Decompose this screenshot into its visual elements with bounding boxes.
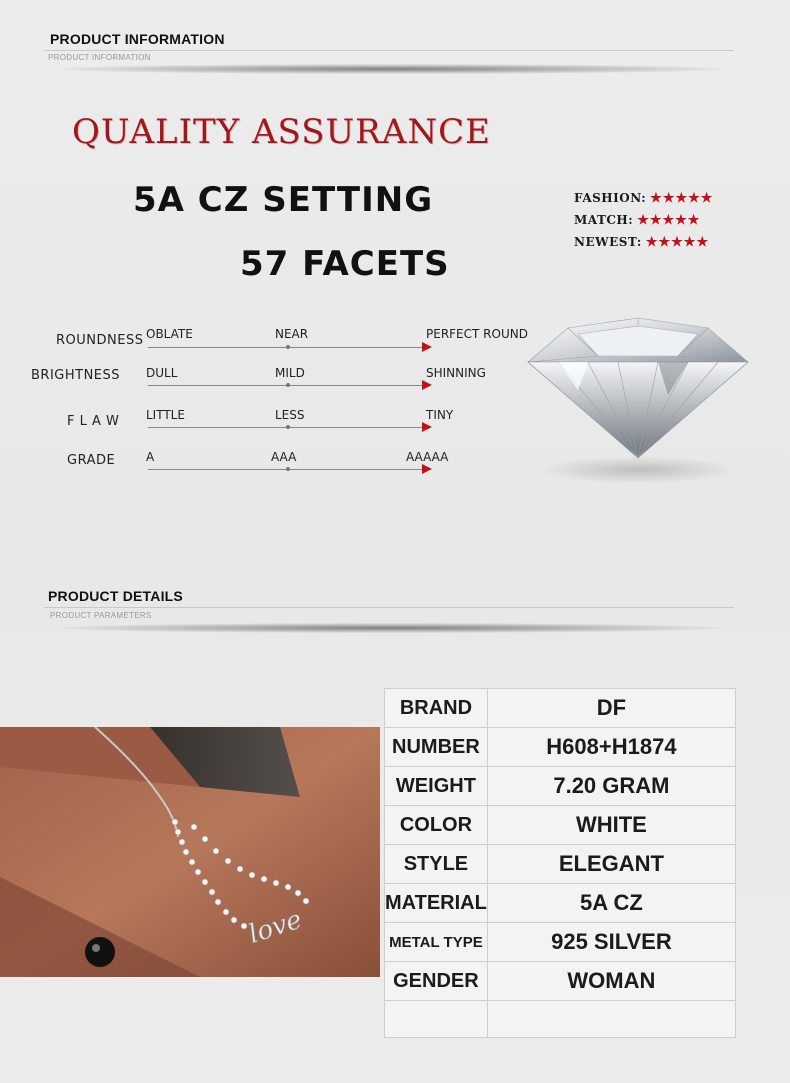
spec-value: ELEGANT [487, 845, 735, 884]
table-row [385, 962, 736, 1001]
red-arrow-icon [422, 422, 432, 432]
spec-value: H608+H1874 [487, 728, 735, 767]
scale-label-grade: GRADE [67, 453, 116, 468]
spec-key: COLOR [385, 806, 488, 845]
rating-label: FASHION: [574, 191, 647, 205]
scale-mid: NEAR [275, 327, 309, 341]
spec-value: 925 SILVER [487, 923, 735, 962]
rating-label: MATCH: [574, 213, 634, 227]
scale-low: LITTLE [146, 408, 185, 422]
spec-table [384, 688, 736, 1038]
scale-label-brightness: BRIGHTNESS [31, 368, 121, 383]
table-row [385, 884, 736, 923]
scale-high: AAAAA [406, 450, 449, 464]
scale-midpoint [286, 467, 290, 471]
star-rating-icon: ★★★★★ [650, 191, 714, 206]
red-arrow-icon [422, 342, 432, 352]
section-subtitle: PRODUCT PARAMETERS [50, 611, 152, 620]
spec-key: WEIGHT [385, 767, 488, 806]
facets-heading: 57 FACETS [240, 244, 450, 284]
shadow-divider [60, 64, 720, 74]
spec-key: METAL TYPE [385, 923, 488, 962]
scale-low: A [146, 450, 155, 464]
table-row [385, 806, 736, 845]
scale-midpoint [286, 345, 290, 349]
spec-key: MATERIAL [385, 884, 488, 923]
table-row-empty [385, 1001, 736, 1038]
spec-value: 5A CZ [487, 884, 735, 923]
table-row [385, 728, 736, 767]
spec-value: WOMAN [487, 962, 735, 1001]
spec-value: DF [487, 689, 735, 728]
scale-label-roundness: ROUNDNESS [56, 333, 144, 348]
spec-value: 7.20 GRAM [487, 767, 735, 806]
scale-midpoint [286, 383, 290, 387]
scale-high: SHINNING [426, 366, 486, 380]
table-row [385, 767, 736, 806]
rating-fashion [574, 191, 713, 206]
table-row [385, 689, 736, 728]
scale-mid: AAA [271, 450, 297, 464]
product-photo [0, 727, 380, 977]
rating-match [574, 213, 700, 228]
divider [44, 50, 734, 51]
diamond-image [518, 300, 758, 490]
table-row [385, 845, 736, 884]
red-arrow-icon [422, 464, 432, 474]
shadow-divider [60, 623, 720, 633]
scale-high: TINY [426, 408, 454, 422]
rating-newest [574, 235, 709, 250]
section-title-product-information: PRODUCT INFORMATION [50, 31, 225, 47]
cz-setting-heading: 5A CZ SETTING [133, 180, 434, 220]
scale-low: DULL [146, 366, 178, 380]
section-subtitle: PRODUCT INFORMATION [48, 53, 151, 62]
rating-label: NEWEST: [574, 235, 642, 249]
scale-midpoint [286, 425, 290, 429]
scale-high: PERFECT ROUND [426, 327, 528, 341]
spec-key: NUMBER [385, 728, 488, 767]
scale-mid: MILD [275, 366, 305, 380]
divider [44, 607, 734, 608]
star-rating-icon: ★★★★★ [645, 235, 710, 250]
spec-value: WHITE [487, 806, 735, 845]
table-row [385, 923, 736, 962]
star-rating-icon: ★★★★★ [637, 213, 701, 228]
spec-key-empty [385, 1001, 488, 1038]
scale-label-flaw: F L A W [67, 414, 120, 429]
spec-key: STYLE [385, 845, 488, 884]
spec-value-empty [487, 1001, 735, 1038]
scale-mid: LESS [275, 408, 305, 422]
quality-assurance-title: QUALITY ASSURANCE [72, 112, 491, 152]
red-arrow-icon [422, 380, 432, 390]
section-title-product-details: PRODUCT DETAILS [48, 588, 183, 604]
spec-key: BRAND [385, 689, 488, 728]
svg-text:love: love [245, 904, 306, 950]
spec-key: GENDER [385, 962, 488, 1001]
scale-low: OBLATE [146, 327, 193, 341]
